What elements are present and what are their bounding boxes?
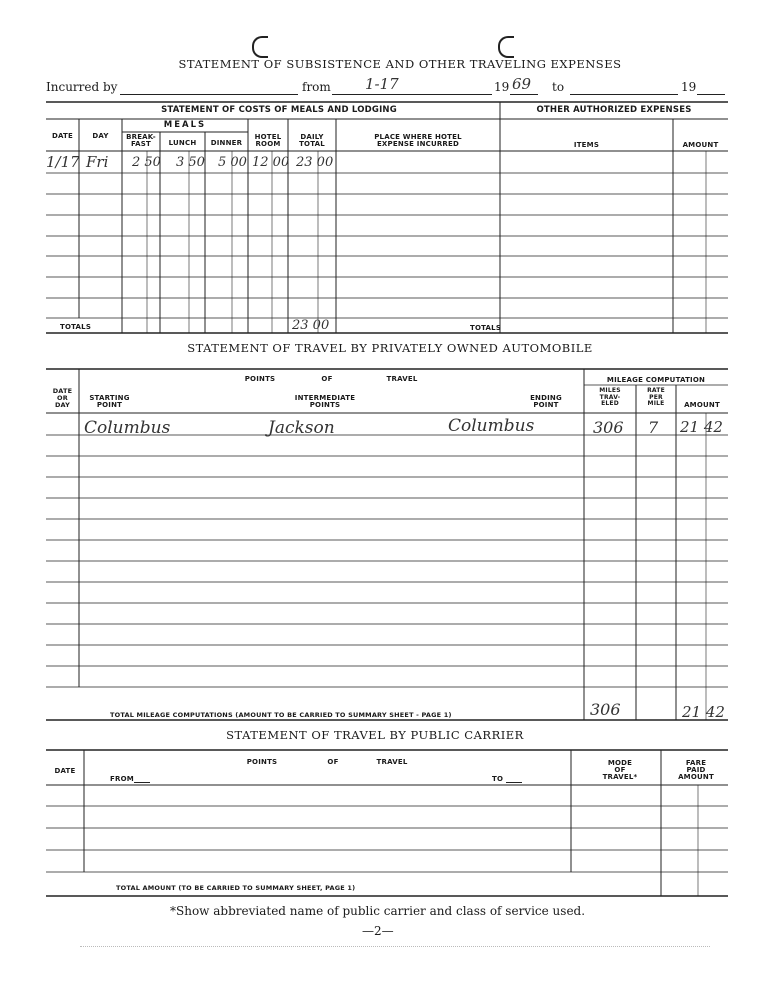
- carrier-col-travel: TRAVEL: [376, 758, 408, 766]
- auto-col-miles: MILES TRAV- ELED: [599, 387, 621, 407]
- meals-totals-label: TOTALS: [60, 323, 92, 331]
- carrier-total-label: TOTAL AMOUNT (TO BE CARRIED TO SUMMARY SHEET, PAGE 1): [116, 884, 356, 892]
- auto-col-ending: ENDING POINT: [530, 394, 562, 409]
- row1-hotel: 12 00: [252, 155, 290, 170]
- year-prefix-1: 19: [494, 80, 510, 94]
- auto-col-travel: TRAVEL: [386, 375, 418, 383]
- col-day: DAY: [92, 132, 109, 140]
- auto-total-miles: 306: [590, 700, 621, 719]
- other-totals-label: TOTALS: [470, 324, 502, 332]
- auto-col-starting: STARTING POINT: [89, 394, 130, 409]
- row1-dinner: 5 00: [218, 155, 247, 170]
- from-value: 1-17: [365, 75, 399, 93]
- row1-lunch: 3 50: [176, 155, 205, 170]
- col-dinner: DINNER: [210, 139, 243, 147]
- col-items: ITEMS: [573, 141, 600, 149]
- row1-date: 1/17: [46, 153, 80, 171]
- carrier-col-date: DATE: [54, 767, 76, 775]
- form-title: STATEMENT OF SUBSISTENCE AND OTHER TRAVELING EXPENSES: [178, 57, 622, 71]
- other-expenses-title: OTHER AUTHORIZED EXPENSES: [536, 105, 692, 115]
- page-number: —2—: [362, 924, 394, 938]
- auto-row1-start: Columbus: [84, 418, 171, 438]
- auto-col-rate: RATE PER MILE: [647, 387, 665, 407]
- auto-row1-end: Columbus: [448, 416, 535, 436]
- carrier-from-line: [134, 782, 150, 783]
- row1-daily-total: 23 00: [296, 155, 334, 170]
- meals-section-title: STATEMENT OF COSTS OF MEALS AND LODGING: [161, 105, 397, 115]
- col-amount: AMOUNT: [682, 141, 719, 149]
- auto-col-points: POINTS: [244, 375, 276, 383]
- col-date: DATE: [51, 132, 74, 140]
- col-hotel-room: HOTEL ROOM: [254, 133, 282, 148]
- auto-row1-miles: 306: [593, 418, 624, 437]
- carrier-col-from: FROM: [110, 775, 134, 783]
- auto-col-amount: AMOUNT: [684, 401, 720, 409]
- meals-totals-value: 23 00: [292, 318, 330, 333]
- to-label: to: [552, 80, 565, 94]
- carrier-section-title: STATEMENT OF TRAVEL BY PUBLIC CARRIER: [226, 728, 524, 742]
- auto-total-label: TOTAL MILEAGE COMPUTATIONS (AMOUNT TO BE CARRIED TO SUMMARY SHEET - PAGE 1): [110, 711, 452, 719]
- col-daily-total: DAILY TOTAL: [299, 133, 325, 148]
- col-place: PLACE WHERE HOTEL EXPENSE INCURRED: [374, 133, 462, 148]
- auto-row1-amount: 21 42: [680, 418, 723, 436]
- carrier-col-points: POINTS: [246, 758, 278, 766]
- carrier-col-mode: MODE OF TRAVEL*: [602, 759, 638, 781]
- incurred-by-label: Incurred by: [46, 80, 118, 94]
- auto-total-amount: 21 42: [682, 703, 725, 721]
- carrier-col-fare: FARE PAID AMOUNT: [678, 759, 714, 781]
- col-breakfast: BREAK- FAST: [126, 133, 156, 148]
- row1-day: Fri: [86, 153, 109, 171]
- footer-rule: [80, 946, 710, 947]
- auto-section-title: STATEMENT OF TRAVEL BY PRIVATELY OWNED AUTOMOBILE: [187, 341, 593, 355]
- carrier-col-of: OF: [327, 758, 339, 766]
- col-meals: MEALS: [163, 120, 207, 130]
- auto-row1-intermediate: Jackson: [268, 418, 335, 438]
- col-lunch: LUNCH: [168, 139, 197, 147]
- auto-col-mileage: MILEAGE COMPUTATION: [606, 376, 706, 384]
- auto-col-intermediate: INTERMEDIATE POINTS: [294, 394, 356, 409]
- footnote: *Show abbreviated name of public carrier and class of service used.: [170, 904, 586, 918]
- auto-row1-rate: 7: [648, 418, 659, 437]
- auto-col-of: OF: [321, 375, 333, 383]
- auto-col-date: DATE OR DAY: [52, 387, 73, 409]
- carrier-to-line: [506, 782, 522, 783]
- carrier-col-to: TO: [492, 775, 504, 783]
- from-label: from: [302, 80, 331, 94]
- row1-breakfast: 2 50: [132, 155, 161, 170]
- year-value: 69: [512, 75, 532, 93]
- year-prefix-2: 19: [681, 80, 697, 94]
